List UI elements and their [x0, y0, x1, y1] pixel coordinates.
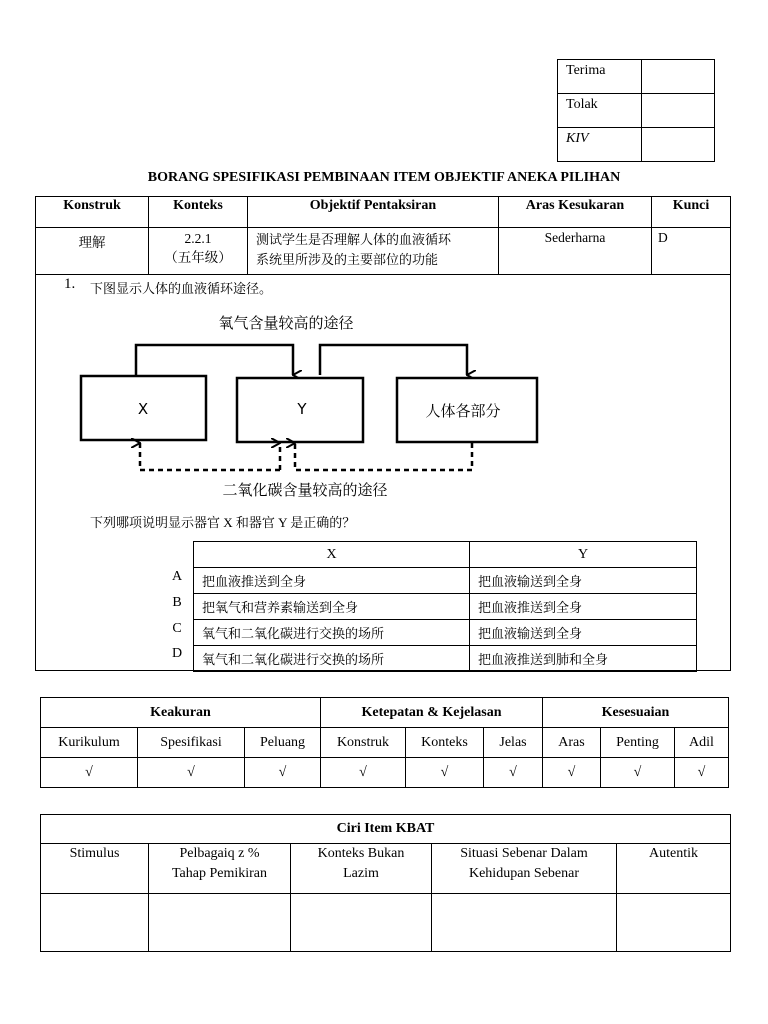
options-table — [193, 541, 697, 672]
status-row-terima — [558, 60, 715, 94]
cell-objektif — [248, 228, 499, 275]
co2-arrow-body-to-y — [295, 443, 472, 470]
option-b-x: 把氧气和营养素输送到全身 — [194, 594, 470, 620]
objektif-line2: 系统里所涉及的主要部位的功能 — [256, 252, 439, 267]
mark-penting[interactable]: √ — [601, 758, 675, 788]
cell-konstruk: 理解 — [36, 228, 149, 275]
status-label-kiv: KIV — [558, 128, 642, 162]
evaluation-group-row — [41, 698, 729, 728]
option-a-x: 把血液推送到全身 — [194, 568, 470, 594]
status-row-tolak — [558, 94, 715, 128]
status-checkbox-terima[interactable] — [642, 60, 715, 94]
col-aras: Aras — [543, 728, 601, 758]
option-b-y: 把血液推送到全身 — [470, 594, 697, 620]
col-konstruk: Konstruk — [321, 728, 406, 758]
col-penting: Penting — [601, 728, 675, 758]
mark-kurikulum[interactable]: √ — [41, 758, 138, 788]
option-letter-b: B — [172, 595, 182, 610]
kbat-col-pelbagai-line2: Tahap Pemikiran — [171, 866, 268, 881]
header-konteks: Konteks — [149, 197, 248, 228]
circulation-diagram — [66, 306, 550, 506]
co2-path-label: 二氧化碳含量较高的途径 — [222, 481, 388, 499]
options-header-row — [194, 542, 697, 568]
kbat-cell-autentik[interactable] — [617, 894, 731, 952]
kbat-cell-konteks[interactable] — [291, 894, 432, 952]
question-number: 1. — [64, 276, 76, 292]
kbat-column-row — [41, 844, 731, 894]
konteks-grade: （五年级） — [164, 250, 232, 265]
kbat-col-situasi — [432, 844, 617, 894]
kbat-table — [40, 814, 731, 952]
konteks-code: 2.2.1 — [184, 231, 212, 246]
kbat-col-stimulus-label: Stimulus — [69, 846, 120, 861]
kbat-col-situasi-line2: Kehidupan Sebenar — [468, 866, 580, 881]
mark-konstruk[interactable]: √ — [321, 758, 406, 788]
options-header-y: Y — [470, 542, 697, 568]
spec-data-row — [36, 228, 731, 275]
kbat-col-stimulus — [41, 844, 149, 894]
kbat-cell-situasi[interactable] — [432, 894, 617, 952]
oxygen-path-label: 氧气含量较高的途径 — [218, 314, 354, 332]
status-label-terima: Terima — [558, 60, 642, 94]
oxygen-arrow-y-to-body — [320, 345, 467, 375]
objektif-line1: 测试学生是否理解人体的血液循环 — [256, 232, 452, 247]
mark-peluang[interactable]: √ — [245, 758, 321, 788]
kbat-cell-pelbagai[interactable] — [149, 894, 291, 952]
status-row-kiv — [558, 128, 715, 162]
status-checkbox-tolak[interactable] — [642, 94, 715, 128]
question-text: 下图显示人体的血液循环途径。 — [90, 281, 273, 296]
co2-arrow-y-to-x — [140, 443, 280, 470]
status-label-tolak: Tolak — [558, 94, 642, 128]
evaluation-table — [40, 697, 729, 788]
kbat-col-konteks-line1: Konteks Bukan — [317, 846, 405, 861]
kbat-col-autentik-label: Autentik — [649, 846, 698, 861]
header-aras: Aras Kesukaran — [499, 197, 652, 228]
option-d-x: 氧气和二氧化碳进行交换的场所 — [194, 646, 470, 672]
col-kurikulum: Kurikulum — [41, 728, 138, 758]
option-c-y: 把血液输送到全身 — [470, 620, 697, 646]
option-row-c[interactable] — [194, 620, 697, 646]
oxygen-arrow-x-to-y — [136, 345, 293, 375]
mark-jelas[interactable]: √ — [484, 758, 543, 788]
header-konstruk: Konstruk — [36, 197, 149, 228]
cell-kunci: D — [652, 228, 731, 275]
kbat-col-pelbagai — [149, 844, 291, 894]
option-row-b[interactable] — [194, 594, 697, 620]
option-letter-d: D — [171, 646, 183, 661]
mark-aras[interactable]: √ — [543, 758, 601, 788]
option-letter-a: A — [171, 569, 183, 584]
status-box — [557, 59, 715, 162]
kbat-title: Ciri Item KBAT — [41, 815, 731, 844]
evaluation-column-row — [41, 728, 729, 758]
evaluation-mark-row — [41, 758, 729, 788]
mark-spesifikasi[interactable]: √ — [138, 758, 245, 788]
option-c-x: 氧气和二氧化碳进行交换的场所 — [194, 620, 470, 646]
kbat-col-konteks-line2: Lazim — [343, 866, 379, 881]
form-title: BORANG SPESIFIKASI PEMBINAAN ITEM OBJEKTIF ANEKA PILIHAN — [147, 170, 621, 185]
option-a-y: 把血液输送到全身 — [470, 568, 697, 594]
body-parts-label: 人体各部分 — [425, 402, 501, 420]
col-konteks: Konteks — [406, 728, 484, 758]
option-row-a[interactable] — [194, 568, 697, 594]
kbat-input-row — [41, 894, 731, 952]
col-peluang: Peluang — [245, 728, 321, 758]
cell-konteks — [149, 228, 248, 275]
header-kunci: Kunci — [652, 197, 731, 228]
organ-x-label: X — [137, 400, 149, 418]
option-letter-c: C — [172, 621, 182, 636]
group-kesesuaian: Kesesuaian — [543, 698, 729, 728]
header-objektif: Objektif Pentaksiran — [248, 197, 499, 228]
options-header-x: X — [194, 542, 470, 568]
kbat-col-situasi-line1: Situasi Sebenar Dalam — [460, 846, 588, 861]
col-adil: Adil — [675, 728, 729, 758]
col-spesifikasi: Spesifikasi — [138, 728, 245, 758]
kbat-title-row — [41, 815, 731, 844]
kbat-col-pelbagai-line1: Pelbagaiq z % — [179, 846, 260, 861]
cell-aras: Sederharna — [499, 228, 652, 275]
kbat-col-konteks — [291, 844, 432, 894]
option-d-y: 把血液推送到肺和全身 — [470, 646, 697, 672]
spec-header-row — [36, 197, 731, 228]
kbat-cell-stimulus[interactable] — [41, 894, 149, 952]
kbat-col-autentik — [617, 844, 731, 894]
mark-konteks[interactable]: √ — [406, 758, 484, 788]
group-keakuran: Keakuran — [41, 698, 321, 728]
option-row-d[interactable] — [194, 646, 697, 672]
mark-adil[interactable]: √ — [675, 758, 729, 788]
question-prompt: 下列哪项说明显示器官 X 和器官 Y 是正确的？ — [90, 515, 356, 530]
organ-y-label: Y — [297, 400, 307, 418]
status-checkbox-kiv[interactable] — [642, 128, 715, 162]
col-jelas: Jelas — [484, 728, 543, 758]
group-ketepatan: Ketepatan & Kejelasan — [321, 698, 543, 728]
